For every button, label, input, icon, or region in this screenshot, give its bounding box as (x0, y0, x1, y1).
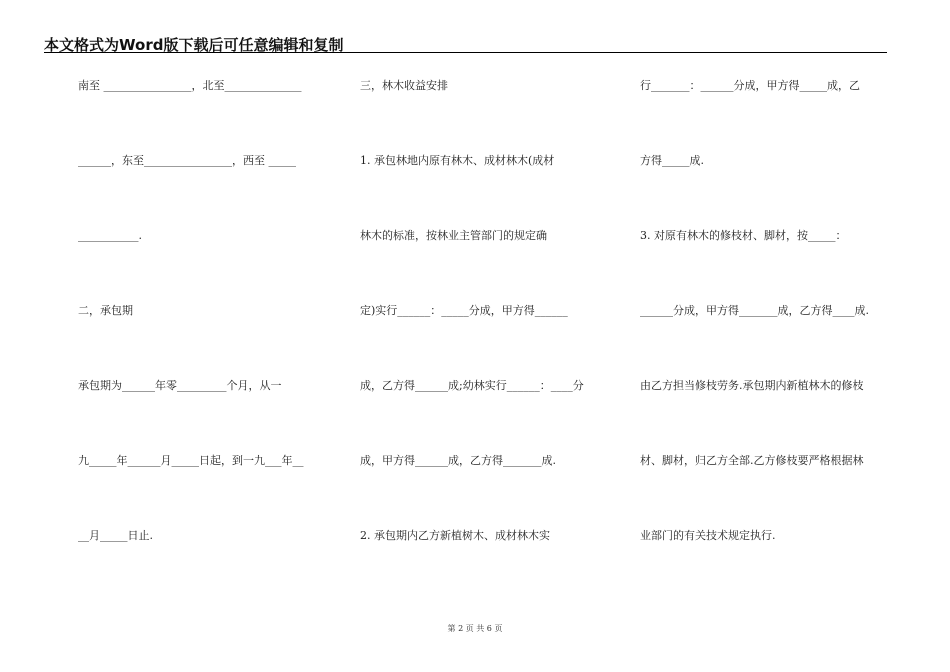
text-line: 南至 ________________，北至______________ (78, 79, 302, 92)
text-line: 材、脚材，归乙方全部.乙方修枝要严格根据林 (640, 454, 864, 467)
text-line: 方得_____成. (640, 154, 704, 167)
text-line: ___________. (78, 229, 142, 242)
text-line: 1. 承包林地内原有林木、成材林木(成材 (360, 154, 555, 167)
text-line: 3. 对原有林木的修枝材、脚材，按_____： (640, 229, 847, 242)
text-line: 行_______：______分成，甲方得_____成，乙 (640, 79, 860, 92)
text-line: 承包期为______年零_________个月，从一 (78, 379, 282, 392)
text-line: 林木的标准，按林业主管部门的规定确 (360, 229, 547, 242)
text-line: ______，东至________________，西至 _____ (78, 154, 296, 167)
text-line: 业部门的有关技术规定执行. (640, 529, 776, 542)
text-line: 定)实行______：_____分成，甲方得______ (360, 304, 568, 317)
section-heading-contract-period: 二，承包期 (78, 304, 133, 317)
text-line: 九_____年______月_____日起，到一九___年__ (78, 454, 304, 467)
text-line: 成，甲方得______成，乙方得_______成. (360, 454, 556, 467)
section-heading-forest-income: 三，林木收益安排 (360, 79, 448, 92)
document-header-title: 本文格式为Word版下载后可任意编辑和复制 (44, 36, 344, 54)
page-number: 第 2 页 共 6 页 (447, 624, 503, 633)
text-line: 由乙方担当修枝劳务.承包期内新植林木的修枝 (640, 379, 864, 392)
text-line: __月_____日止. (78, 529, 153, 542)
text-line: 成，乙方得______成;幼林实行______：____分 (360, 379, 584, 392)
text-line: ______分成，甲方得_______成，乙方得____成. (640, 304, 869, 317)
header-divider (44, 52, 887, 53)
text-line: 2. 承包期内乙方新植树木、成材林木实 (360, 529, 550, 542)
